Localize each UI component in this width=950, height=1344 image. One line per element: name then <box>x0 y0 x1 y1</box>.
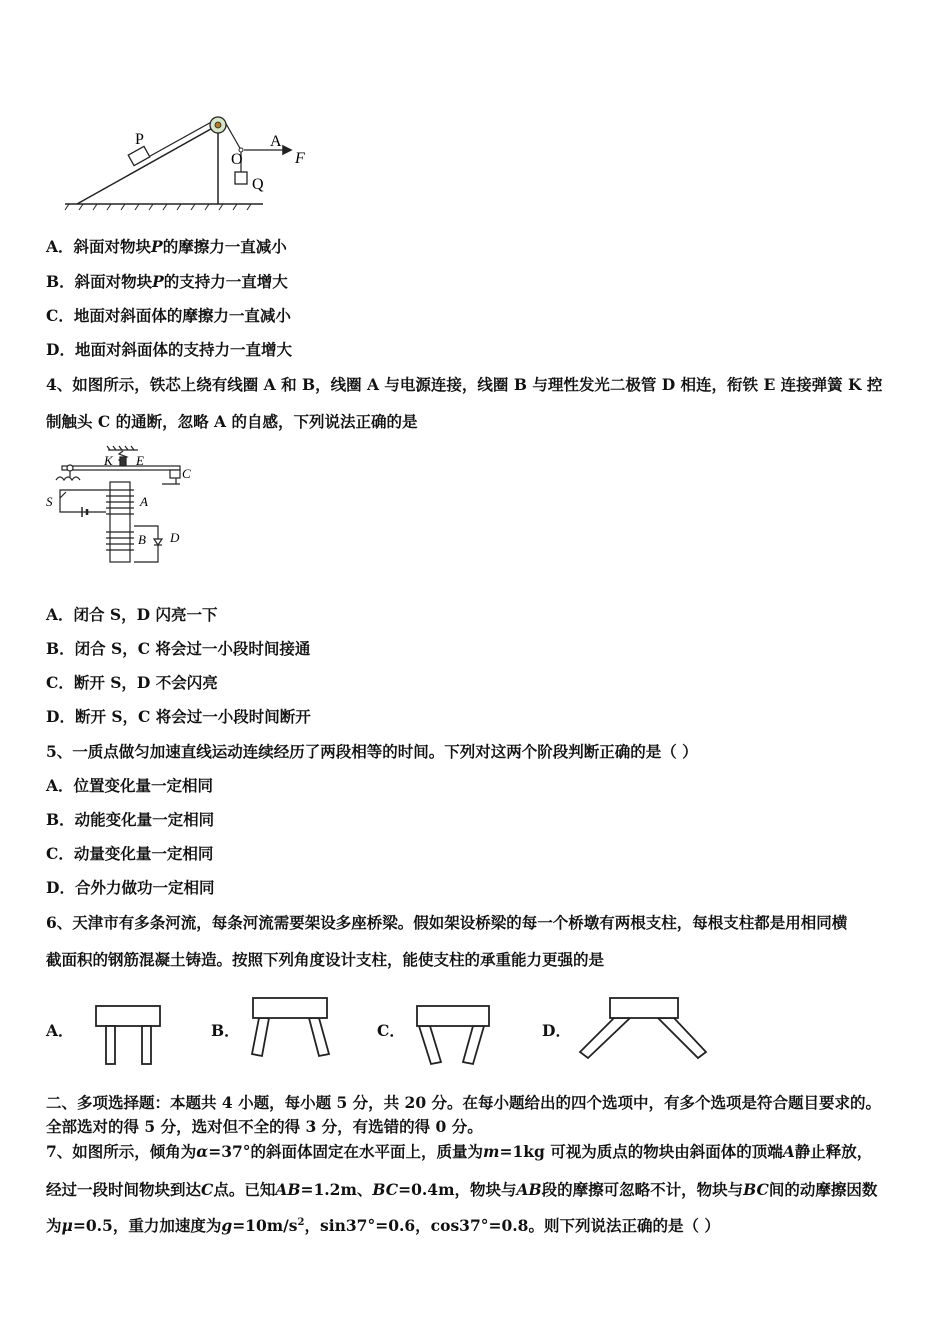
q4-stem-line2: 制触头 C 的通断，忽略 A 的自感，下列说法正确的是 <box>46 412 418 431</box>
q6-choice-a-label[interactable]: A． <box>46 1021 74 1040</box>
rope-right <box>225 122 241 150</box>
switch-s <box>60 492 66 498</box>
label-b: B <box>138 532 146 547</box>
label-d: D <box>170 530 180 545</box>
label-a: A <box>140 494 148 509</box>
ground-hatching <box>65 204 251 210</box>
q5-option-a[interactable]: A．位置变化量一定相同 <box>46 776 214 795</box>
q5-stem: 5、一质点做匀加速直线运动连续经历了两段相等的时间。下列对这两个阶段判断正确的是（ ） <box>46 742 698 761</box>
spring-left <box>56 477 80 480</box>
q6-stem-line1: 6、天津市有多条河流，每条河流需要架设多座桥梁。假如架设桥梁的每一个桥墩有两根支柱，每根支柱都是用相同横 <box>46 913 848 932</box>
q4-option-d[interactable]: D．断开 S，C 将会过一小段时间断开 <box>46 707 311 726</box>
q7-stem-line3: 为μ=0.5，重力加速度为$g=10m/s^2$，sin37°=0.6，cos37°=0.8。则下列说法正确的是（ ） <box>46 1216 720 1235</box>
block-p <box>128 146 150 165</box>
q6-choice-c-label[interactable]: C． <box>377 1021 405 1040</box>
q3-option-b[interactable]: B．斜面对物块P的支持力一直增大 <box>46 272 288 291</box>
q5-option-b[interactable]: B．动能变化量一定相同 <box>46 810 215 829</box>
label-s: S <box>46 494 53 509</box>
incline-surface <box>77 125 218 204</box>
q6-choice-d-label[interactable]: D． <box>542 1021 571 1040</box>
pillar-option-c-figure <box>413 1004 493 1068</box>
label-q: Q <box>252 176 264 193</box>
label-a: A <box>270 133 282 150</box>
label-o: O <box>231 151 243 168</box>
q3-option-d[interactable]: D．地面对斜面体的支持力一直增大 <box>46 340 292 359</box>
armature-e <box>62 466 180 470</box>
incline-pulley-figure <box>55 108 335 213</box>
q4-option-a[interactable]: A．闭合 S，D 闪亮一下 <box>46 605 218 624</box>
q5-option-d[interactable]: D．合外力做功一定相同 <box>46 878 215 897</box>
label-p: P <box>135 131 144 148</box>
q7-stem-line1: 7、如图所示，倾角为α=37°的斜面体固定在水平面上，质量为m=1kg 可视为质点的物块由斜面体的顶端A静止释放， <box>46 1142 873 1161</box>
q5-option-c[interactable]: C．动量变化量一定相同 <box>46 844 214 863</box>
pillar-option-a-figure <box>90 1004 170 1068</box>
q3-option-a[interactable]: A．斜面对物块P的摩擦力一直减小 <box>46 237 287 256</box>
q4-option-b[interactable]: B．闭合 S，C 将会过一小段时间接通 <box>46 639 311 658</box>
block-q <box>235 172 247 184</box>
q3-option-c[interactable]: C．地面对斜面体的摩擦力一直减小 <box>46 306 291 325</box>
section2-line2: 全部选对的得 5 分，选对但不全的得 3 分，有选错的得 0 分。 <box>46 1117 483 1136</box>
section2-line1: 二、多项选择题：本题共 4 小题，每小题 5 分，共 20 分。在每小题给出的四个选项中，有多个选项是符合题目要求的。 <box>46 1093 882 1112</box>
q4-option-c[interactable]: C．断开 S，D 不会闪亮 <box>46 673 218 692</box>
pillar-option-b-figure <box>245 996 335 1060</box>
q7-stem-line2: 经过一段时间物块到达C点。已知AB=1.2m、BC=0.4m，物块与AB段的摩擦可忽略不计，物块与BC间的动摩擦因数 <box>46 1180 878 1199</box>
circuit-a <box>60 490 106 512</box>
arrow-head <box>283 146 291 154</box>
q6-choice-b-label[interactable]: B． <box>211 1021 240 1040</box>
label-k: K <box>104 453 113 468</box>
pillar-option-d-figure <box>578 996 710 1062</box>
label-f: F <box>295 150 305 167</box>
q4-stem-line1: 4、如图所示，铁芯上绕有线圈 A 和 B，线圈 A 与电源连接，线圈 B 与理性发光二极管 D 相连，衔铁 E 连接弹簧 K 控 <box>46 375 883 394</box>
transformer-circuit-figure <box>42 444 202 566</box>
contact-c <box>170 470 180 478</box>
label-c: C <box>182 466 191 481</box>
rope-left <box>143 120 215 160</box>
q6-stem-line2: 截面积的钢筋混凝土铸造。按照下列角度设计支柱，能使支柱的承重能力更强的是 <box>46 950 605 969</box>
label-e: E <box>136 453 144 468</box>
